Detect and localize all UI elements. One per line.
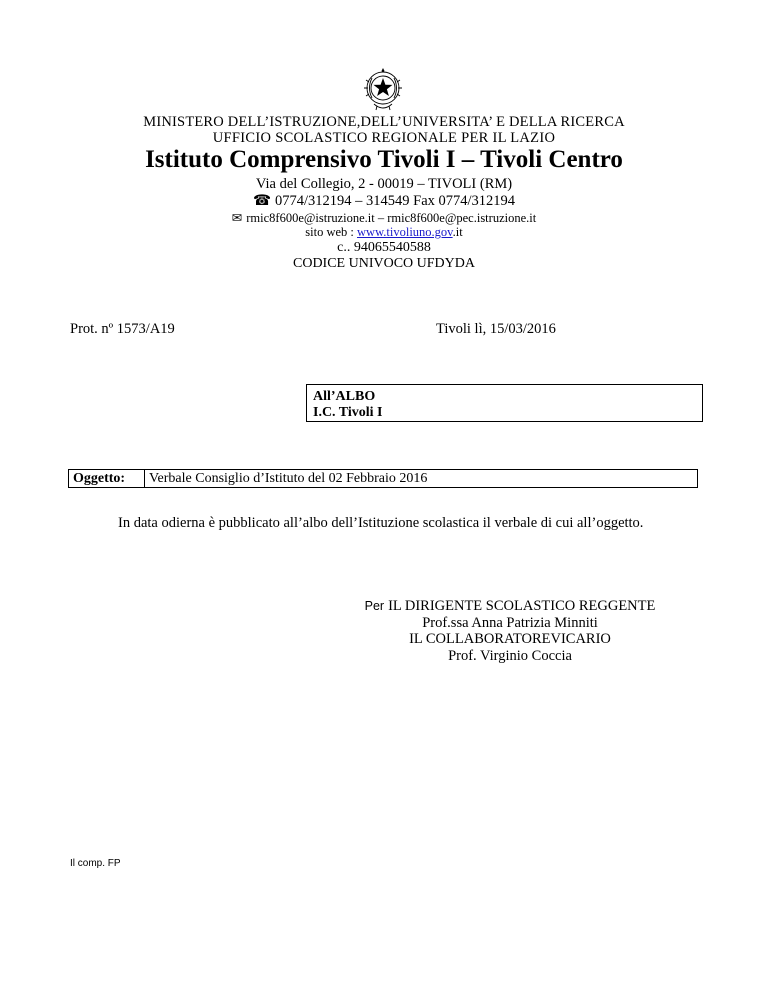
school-name: Istituto Comprensivo Tivoli I – Tivoli Centro [145,146,623,173]
email-line [0,210,768,226]
signature-role: IL COLLABORATOREVICARIO [409,631,611,647]
signature-title: IL DIRIGENTE SCOLASTICO REGGENTE [388,598,656,614]
envelope-icon: ✉ [231,211,243,225]
signature-per: Per [364,599,385,613]
website-link[interactable]: www.tivoliuno.gov [357,225,453,239]
signature-name: Prof.ssa Anna Patrizia Minniti [422,614,598,631]
body-text: In data odierna è pubblicato all’albo dell’Istituzione scolastica il verbale di cui all’oggetto. [118,515,644,531]
protocol-number: Prot. nº 1573/A19 [70,321,175,337]
recipient-line-2: I.C. Tivoli I [313,405,383,420]
website-line [0,225,768,240]
tax-code: c.. 94065540588 [337,240,431,255]
unique-code: CODICE UNIVOCO UFDYDA [293,256,475,271]
ministry-name: MINISTERO DELL’ISTRUZIONE,DELL’UNIVERSITA’ E DELLA RICERCA [143,114,625,130]
email-addresses[interactable]: rmic8f600e@istruzione.it – rmic8f600e@pec.istruzione.it [246,211,537,225]
telephone-icon: ☎ [252,193,271,209]
phone-line [0,193,768,210]
subject-label: Oggetto: [69,470,145,487]
signature-deputy: Prof. Virginio Coccia [448,647,572,664]
regional-office: UFFICIO SCOLASTICO REGIONALE PER IL LAZIO [212,130,556,146]
website-prefix: sito web : [305,225,358,239]
phone-numbers: 0774/312194 – 314549 Fax 0774/312194 [275,193,516,209]
italian-republic-emblem [362,66,404,114]
document-date: Tivoli lì, 15/03/2016 [436,321,556,337]
subject-box [68,469,698,488]
recipient-line-1: All’ALBO [313,389,376,404]
signature-title-line [330,598,690,615]
school-address: Via del Collegio, 2 - 00019 – TIVOLI (RM) [255,176,513,192]
recipient-box [306,384,703,422]
subject-text: Verbale Consiglio d’Istituto del 02 Febbraio 2016 [149,471,428,486]
signature-block [330,598,690,664]
website-suffix: .it [452,225,463,239]
footer-note: Il comp. FP [70,858,121,869]
